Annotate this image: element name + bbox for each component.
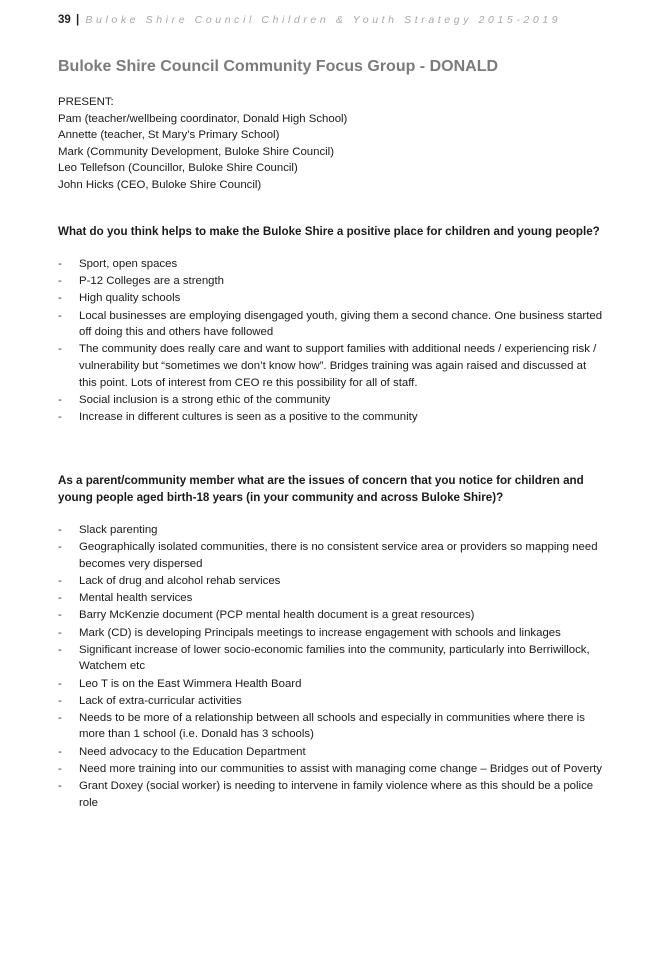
question-issues-of-concern: As a parent/community member what are the issues of concern that you notice for children and young people aged birth-18 years (in your community and across Buloke Shire)?	[58, 474, 584, 504]
attendee: Leo Tellefson (Councillor, Buloke Shire Council)	[58, 162, 298, 175]
list-item	[58, 710, 606, 743]
page-number: 39	[58, 14, 71, 26]
dash-bullet: -	[58, 677, 62, 690]
list-item-text: Increase in different cultures is seen as a positive to the community	[79, 410, 418, 423]
attendee: Pam (teacher/wellbeing coordinator, Donald High School)	[58, 112, 348, 125]
list-item	[58, 256, 606, 273]
dash-bullet: -	[58, 592, 62, 605]
list-item	[58, 290, 606, 307]
list-item	[58, 676, 606, 693]
dash-bullet: -	[58, 524, 62, 536]
list-item	[58, 642, 606, 675]
list-item-text: The community does really care and want to support families with additional needs / experiencing risk / vulnerability but “sometimes we don’t know how”. Bridges training was again raised and discussed at this point. Lots of interest from CEO re this possibility for all of staff.	[79, 343, 597, 389]
list-item	[58, 573, 606, 590]
dash-bullet: -	[58, 711, 62, 724]
list-item	[58, 341, 606, 391]
list-item-text: P-12 Colleges are a strength	[79, 275, 224, 288]
list-item	[58, 744, 606, 761]
list-item-text: Lack of extra-curricular activities	[79, 694, 242, 707]
list-item	[58, 273, 606, 290]
dash-bullet: -	[58, 694, 62, 707]
attendee: Annette (teacher, St Mary’s Primary School)	[58, 129, 280, 142]
list-item-text: Lack of drug and alcohol rehab services	[79, 574, 281, 587]
list-item-text: High quality schools	[79, 292, 181, 305]
dash-bullet: -	[58, 275, 62, 288]
dash-bullet: -	[58, 609, 62, 622]
present-block	[58, 94, 347, 194]
list-item-text: Mark (CD) is developing Principals meetings to increase engagement with schools and linkages	[79, 626, 561, 639]
dash-bullet: -	[58, 762, 62, 775]
dash-bullet: -	[58, 343, 62, 356]
list-item	[58, 778, 606, 811]
list-item	[58, 590, 606, 607]
list-item-text: Leo T is on the East Wimmera Health Board	[79, 677, 302, 690]
list-item	[58, 539, 606, 572]
list-item	[58, 308, 606, 341]
positives-list	[58, 256, 606, 426]
dash-bullet: -	[58, 745, 62, 758]
list-item-text: Need more training into our communities to assist with managing come change – Bridges out of Poverty	[79, 762, 602, 775]
list-item	[58, 693, 606, 710]
list-item-text: Grant Doxey (social worker) is needing to intervene in family violence where as this should be a police role	[79, 780, 594, 809]
dash-bullet: -	[58, 258, 62, 270]
list-item-text: Needs to be more of a relationship between all schools and especially in communities where there is more than 1 school (i.e. Donald has 3 schools)	[79, 711, 585, 741]
concerns-list	[58, 522, 606, 812]
dash-bullet: -	[58, 393, 62, 406]
dash-bullet: -	[58, 410, 62, 423]
dash-bullet: -	[58, 292, 62, 305]
dash-bullet: -	[58, 541, 62, 554]
list-item-text: Local businesses are employing disengaged youth, giving them a second chance. One business started off doing this and others have followed	[79, 309, 603, 339]
list-item-text: Social inclusion is a strong ethic of the community	[79, 393, 331, 406]
dash-bullet: -	[58, 780, 62, 793]
list-item-text: Slack parenting	[79, 524, 158, 536]
list-item-text: Significant increase of lower socio-economic families into the community, particularly into Berriwillock, Watchem etc	[79, 643, 590, 673]
list-item	[58, 409, 606, 426]
list-item	[58, 625, 606, 642]
header-separator: |	[76, 14, 80, 26]
list-item-text: Mental health services	[79, 592, 193, 605]
question-positive-place: What do you think helps to make the Buloke Shire a positive place for children and young people?	[58, 225, 600, 238]
dash-bullet: -	[58, 626, 62, 639]
list-item	[58, 761, 606, 778]
dash-bullet: -	[58, 309, 62, 322]
list-item-text: Geographically isolated communities, there is no consistent service area or providers so mapping need becomes very dispersed	[79, 541, 598, 570]
list-item	[58, 607, 606, 624]
list-item	[58, 392, 606, 409]
dash-bullet: -	[58, 574, 62, 587]
attendee: Mark (Community Development, Buloke Shire Council)	[58, 145, 335, 158]
present-label: PRESENT:	[58, 96, 114, 108]
list-item-text: Sport, open spaces	[79, 258, 178, 270]
attendee: John Hicks (CEO, Buloke Shire Council)	[58, 178, 262, 191]
list-item-text: Need advocacy to the Education Department	[79, 745, 306, 758]
page-title: Buloke Shire Council Community Focus Group - DONALD	[58, 58, 499, 75]
running-title: Buloke Shire Council Children & Youth Strategy 2015-2019	[85, 14, 562, 26]
list-item-text: Barry McKenzie document (PCP mental health document is a great resources)	[79, 609, 475, 622]
list-item	[58, 522, 606, 539]
page-header	[58, 14, 561, 26]
dash-bullet: -	[58, 643, 62, 656]
